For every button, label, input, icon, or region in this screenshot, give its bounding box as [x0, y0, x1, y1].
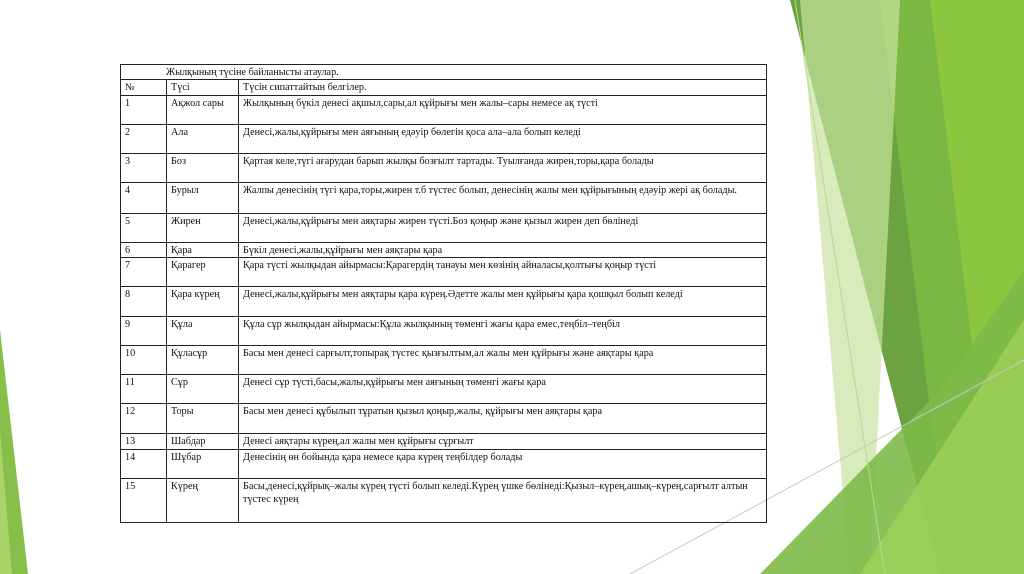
table-row [121, 153, 767, 182]
row-description: Жылқының бүкіл денесі ақшыл,сары,ал құйрығы мен жалы–сары немесе ақ түсті [239, 95, 767, 124]
row-color-name: Шұбар [167, 449, 239, 478]
row-num: 8 [121, 287, 167, 317]
row-color-name: Боз [167, 153, 239, 182]
row-num: 4 [121, 182, 167, 213]
row-num: 10 [121, 346, 167, 375]
table-row [121, 287, 767, 317]
row-color-name: Құласұр [167, 346, 239, 375]
row-num: 3 [121, 153, 167, 182]
row-color-name: Қарагер [167, 258, 239, 287]
table-row [121, 478, 767, 522]
row-num: 1 [121, 95, 167, 124]
table-row [121, 242, 767, 257]
table-row [121, 213, 767, 242]
row-description: Денесі,жалы,құйрығы мен аяқтары жирен түсті.Боз қоңыр және қызыл жирен деп бөлінеді [239, 213, 767, 242]
row-description: Денесі аяқтары күрең,ал жалы мен құйрығы сұрғылт [239, 434, 767, 449]
row-num: 2 [121, 124, 167, 153]
row-color-name: Құла [167, 317, 239, 346]
header-desc: Түсін сипаттайтын белгілер. [239, 80, 767, 95]
row-color-name: Күрең [167, 478, 239, 522]
row-description: Басы,денесі,құйрық–жалы күрең түсті болып келеді.Күрең үшке бөлінеді:Қызыл–күрең,ашық–күрең,сарғылт алтын түстес күрең [239, 478, 767, 522]
row-num: 6 [121, 242, 167, 257]
table-row [121, 434, 767, 449]
row-description: Денесі,жалы,құйрығы мен аяғының едәуір бөлегін қоса ала–ала болып келеді [239, 124, 767, 153]
row-description: Денесі,жалы,құйрығы мен аяқтары қара күрең.Әдетте жалы мен құйрығы қара қошқыл болып келеді [239, 287, 767, 317]
table-row [121, 258, 767, 287]
table-row [121, 124, 767, 153]
row-description: Денесі сұр түсті,басы,жалы,құйрығы мен аяғының төменгі жағы қара [239, 375, 767, 404]
row-description: Бүкіл денесі,жалы,құйрығы мен аяқтары қара [239, 242, 767, 257]
horse-color-table [120, 64, 767, 523]
table-caption: Жылқының түсіне байланысты атаулар. [121, 65, 767, 80]
row-num: 11 [121, 375, 167, 404]
row-color-name: Ала [167, 124, 239, 153]
row-num: 7 [121, 258, 167, 287]
header-color: Түсі [167, 80, 239, 95]
row-description: Қара түсті жылқыдан айырмасы:Қарагердің танауы мен көзінің айналасы,қолтығы қоңыр түсті [239, 258, 767, 287]
table-row [121, 375, 767, 404]
header-num: № [121, 80, 167, 95]
row-color-name: Шабдар [167, 434, 239, 449]
table-row [121, 346, 767, 375]
table-header-row [121, 80, 767, 95]
row-color-name: Сұр [167, 375, 239, 404]
row-num: 12 [121, 404, 167, 434]
table-row [121, 317, 767, 346]
row-color-name: Қара күрең [167, 287, 239, 317]
row-description: Қартая келе,түгі ағарудан барып жылқы бозғылт тартады. Туылғанда жирен,торы,қара болады [239, 153, 767, 182]
row-description: Басы мен денесі құбылып тұратын қызыл қоңыр,жалы, құйрығы мен аяқтары қара [239, 404, 767, 434]
table-row [121, 182, 767, 213]
table-caption-row [121, 65, 767, 80]
row-description: Жалпы денесінің түгі қара,торы,жирен т.б түстес болып, денесінің жалы мен құйрығының едәуір жері ақ болады. [239, 182, 767, 213]
row-description: Денесінің өн бойында қара немесе қара күрең теңбілдер болады [239, 449, 767, 478]
row-num: 13 [121, 434, 167, 449]
row-description: Құла сұр жылқыдан айырмасы:Құла жылқының төменгі жағы қара емес,теңбіл–теңбіл [239, 317, 767, 346]
row-description: Басы мен денесі сарғылт,топырақ түстес қызғылтым,ал жалы мен құйрығы және аяқтары қара [239, 346, 767, 375]
row-num: 15 [121, 478, 167, 522]
row-color-name: Ақжол сары [167, 95, 239, 124]
horse-color-table-wrap [120, 64, 766, 523]
row-num: 9 [121, 317, 167, 346]
row-color-name: Жирен [167, 213, 239, 242]
table-row [121, 95, 767, 124]
row-color-name: Торы [167, 404, 239, 434]
row-num: 14 [121, 449, 167, 478]
row-color-name: Қара [167, 242, 239, 257]
row-color-name: Бурыл [167, 182, 239, 213]
table-row [121, 404, 767, 434]
row-num: 5 [121, 213, 167, 242]
table-row [121, 449, 767, 478]
